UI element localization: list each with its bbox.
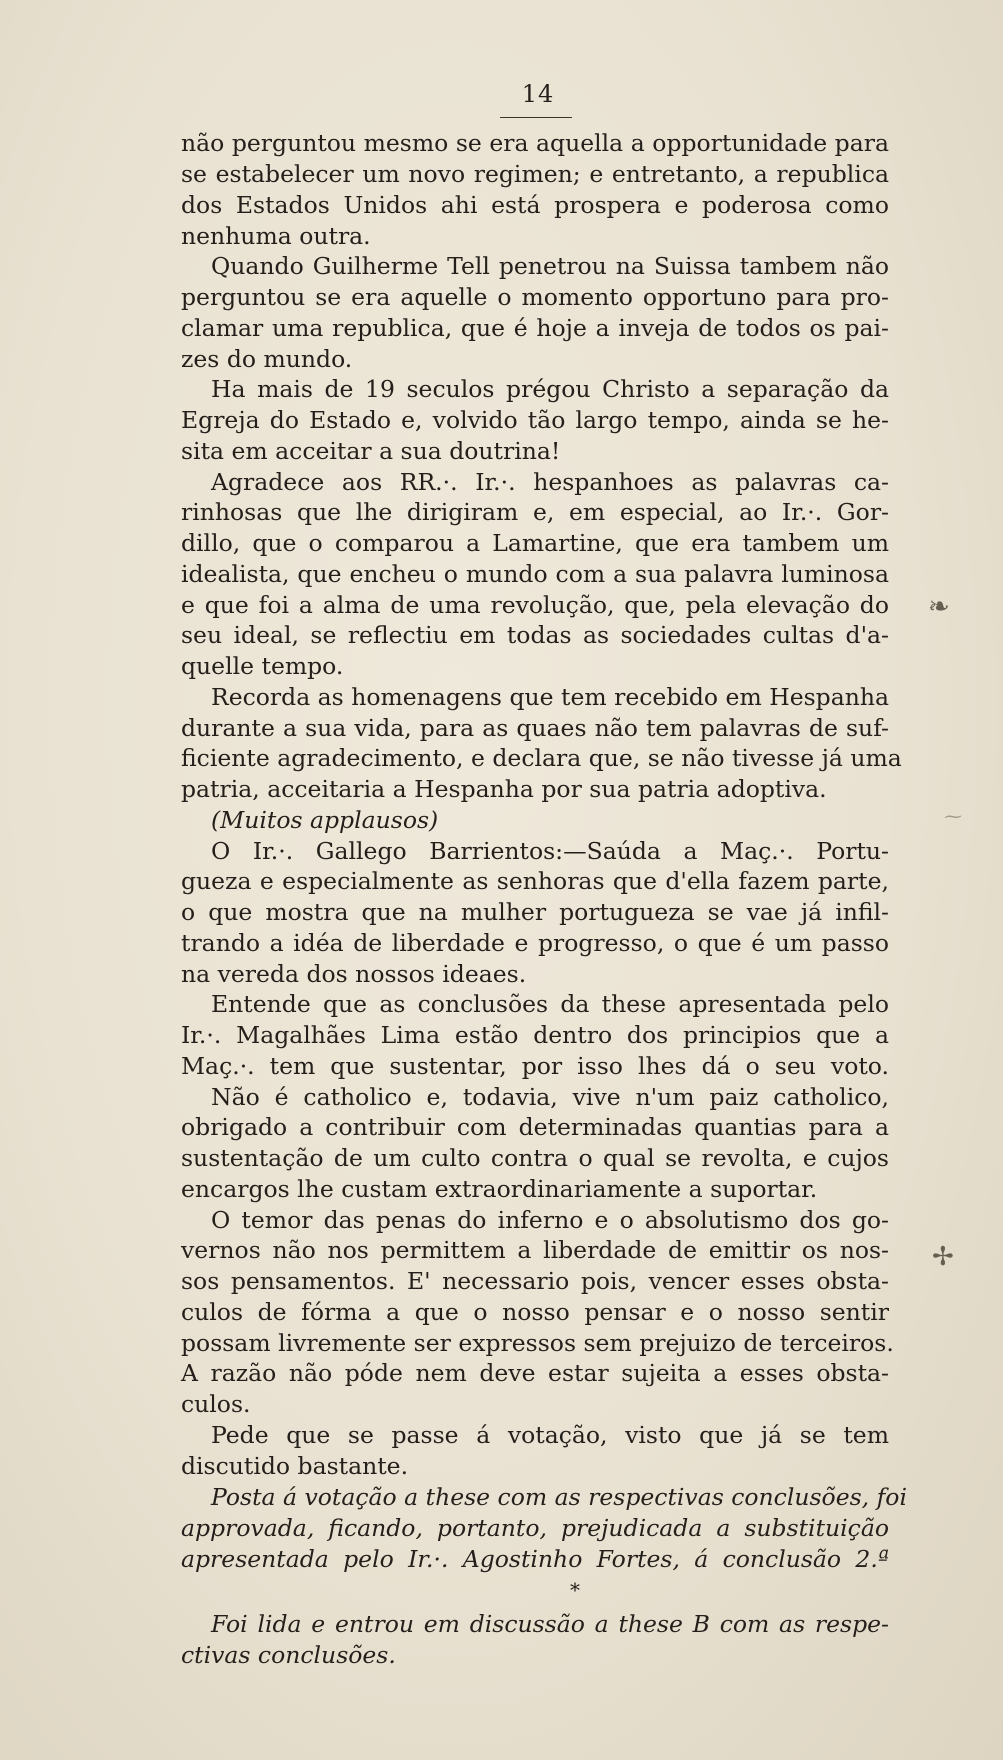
- text-line: dillo, que o comparou a Lamartine, que era tambem um: [181, 529, 889, 557]
- text-line: obrigado a contribuir com determinadas quantias para a: [181, 1113, 889, 1141]
- text-line: Foi lida e entrou em discussão a these B com as respe-: [211, 1610, 889, 1638]
- text-line: sita em acceitar a sua doutrina!: [181, 437, 561, 465]
- text-line: e que foi a alma de uma revolução, que, pela elevação do: [181, 591, 889, 619]
- text-line: Ir.·. Magalhães Lima estão dentro dos principios que a: [181, 1021, 889, 1049]
- text-line: Entende que as conclusões da these apresentada pelo: [211, 990, 889, 1018]
- text-line: sos pensamentos. E' necessario pois, vencer esses obsta-: [181, 1267, 889, 1295]
- text-line: se estabelecer um novo regimen; e entretanto, a republica: [181, 160, 889, 188]
- text-line: dos Estados Unidos ahi está prospera e poderosa como: [181, 191, 889, 219]
- text-line: na vereda dos nossos ideaes.: [181, 960, 527, 988]
- text-line: Recorda as homenagens que tem recebido em Hespanha: [211, 683, 889, 711]
- text-line: não perguntou mesmo se era aquella a opportunidade para: [181, 129, 889, 157]
- text-line: approvada, ficando, portanto, prejudicada a substituição: [181, 1514, 889, 1542]
- text-line: durante a sua vida, para as quaes não tem palavras de suf-: [181, 714, 889, 742]
- text-line: Agradece aos RR.·. Ir.·. hespanhoes as palavras ca-: [211, 468, 889, 496]
- section-asterisk: *: [570, 1578, 580, 1602]
- text-line: vernos não nos permittem a liberdade de emittir os nos-: [181, 1236, 889, 1264]
- text-line: apresentada pelo Ir.·. Agostinho Fortes, á conclusão 2.ª: [181, 1545, 889, 1573]
- ink-blot-icon: ✢: [932, 1242, 954, 1272]
- text-line: Maç.·. tem que sustentar, por isso lhes dá o seu voto.: [181, 1052, 889, 1080]
- text-line: quelle tempo.: [181, 652, 344, 680]
- text-line: ficiente agradecimento, e declara que, se não tivesse já uma: [181, 744, 902, 772]
- text-line: (Muitos applausos): [211, 806, 439, 834]
- text-line: clamar uma republica, que é hoje a inveja de todos os pai-: [181, 314, 889, 342]
- text-line: Posta á votação a these com as respectivas conclusões, foi: [211, 1483, 907, 1511]
- text-line: O temor das penas do inferno e o absolutismo dos go-: [211, 1206, 889, 1234]
- text-line: Egreja do Estado e, volvido tão largo tempo, ainda se he-: [181, 406, 889, 434]
- text-line: rinhosas que lhe dirigiram e, em especial, ao Ir.·. Gor-: [181, 498, 889, 526]
- text-line: Ha mais de 19 seculos prégou Christo a separação da: [211, 375, 889, 403]
- text-line: gueza e especialmente as senhoras que d'ella fazem parte,: [181, 867, 889, 895]
- text-line: encargos lhe custam extraordinariamente a suportar.: [181, 1175, 818, 1203]
- text-line: O Ir.·. Gallego Barrientos:—Saúda a Maç.·. Portu-: [211, 837, 889, 865]
- text-line: perguntou se era aquelle o momento opportuno para pro-: [181, 283, 889, 311]
- text-line: idealista, que encheu o mundo com a sua palavra luminosa: [181, 560, 889, 588]
- text-line: A razão não póde nem deve estar sujeita a esses obsta-: [181, 1359, 889, 1387]
- page-number-rule: [500, 117, 572, 118]
- text-line: culos de fórma a que o nosso pensar e o nosso sentir: [181, 1298, 889, 1326]
- text-line: Não é catholico e, todavia, vive n'um paiz catholico,: [211, 1083, 889, 1111]
- text-line: Quando Guilherme Tell penetrou na Suissa tambem não: [211, 252, 889, 280]
- text-line: seu ideal, se reflectiu em todas as sociedades cultas d'a-: [181, 621, 889, 649]
- text-line: Pede que se passe á votação, visto que já se tem: [211, 1421, 889, 1449]
- text-line: culos.: [181, 1390, 251, 1418]
- page-number: 14: [521, 80, 555, 108]
- text-line: sustentação de um culto contra o qual se revolta, e cujos: [181, 1144, 889, 1172]
- ink-blot-icon: ❧: [928, 592, 950, 622]
- text-line: possam livremente ser expressos sem prejuizo de terceiros.: [181, 1329, 894, 1357]
- text-line: nenhuma outra.: [181, 222, 371, 250]
- text-line: o que mostra que na mulher portugueza se vae já infil-: [181, 898, 889, 926]
- text-line: trando a idéa de liberdade e progresso, o que é um passo: [181, 929, 889, 957]
- text-line: zes do mundo.: [181, 345, 353, 373]
- text-line: patria, acceitaria a Hespanha por sua patria adoptiva.: [181, 775, 827, 803]
- text-line: ctivas conclusões.: [181, 1641, 396, 1669]
- ink-mark-icon: ⁓: [944, 806, 962, 827]
- text-line: discutido bastante.: [181, 1452, 409, 1480]
